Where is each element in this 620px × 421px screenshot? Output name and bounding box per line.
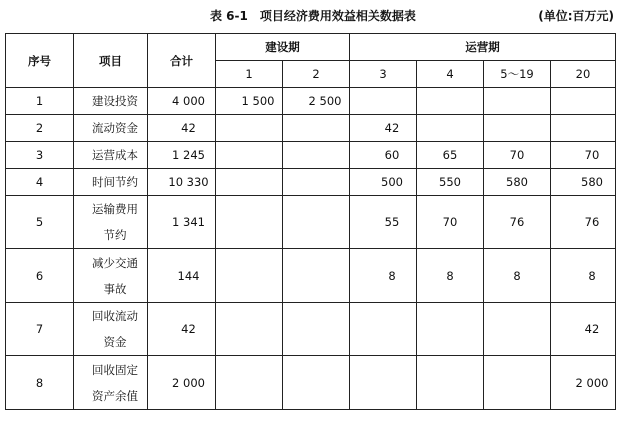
cell-y3: 55 xyxy=(350,196,417,249)
cell-item: 运营成本 xyxy=(74,142,148,169)
table-row xyxy=(6,115,616,142)
header-year: 2 xyxy=(283,61,350,88)
cell-y2 xyxy=(283,169,350,196)
cell-total: 42 xyxy=(148,303,216,356)
header-year: 4 xyxy=(417,61,484,88)
cell-y1 xyxy=(216,169,283,196)
cell-total: 144 xyxy=(148,249,216,303)
cell-y2 xyxy=(283,115,350,142)
cell-y3 xyxy=(350,356,417,410)
cell-seq: 1 xyxy=(6,88,74,115)
cell-item: 回收固定 资产余值 xyxy=(74,356,148,410)
cell-y20: 70 xyxy=(551,142,616,169)
cell-y20: 2 000 xyxy=(551,356,616,410)
header-year: 3 xyxy=(350,61,417,88)
cell-y1 xyxy=(216,303,283,356)
table-title: 表 6-1 项目经济费用效益相关数据表 xyxy=(210,9,416,23)
cell-seq: 7 xyxy=(6,303,74,356)
header-year: 20 xyxy=(551,61,616,88)
cell-y1 xyxy=(216,115,283,142)
cell-item: 运输费用 节约 xyxy=(74,196,148,249)
cell-seq: 6 xyxy=(6,249,74,303)
table-body xyxy=(6,88,616,410)
cell-y20: 8 xyxy=(551,249,616,303)
cell-seq: 5 xyxy=(6,196,74,249)
cell-y5-19 xyxy=(484,115,551,142)
table-row xyxy=(6,142,616,169)
cell-y4 xyxy=(417,356,484,410)
cell-y4 xyxy=(417,115,484,142)
table-caption xyxy=(0,6,620,24)
cell-y5-19 xyxy=(484,356,551,410)
cell-total: 1 245 xyxy=(148,142,216,169)
cell-seq: 2 xyxy=(6,115,74,142)
cell-item: 流动资金 xyxy=(74,115,148,142)
cell-item: 时间节约 xyxy=(74,169,148,196)
header-operation-period: 运营期 xyxy=(350,34,616,61)
cell-y20 xyxy=(551,88,616,115)
header-construction-period: 建设期 xyxy=(216,34,350,61)
cell-y2: 2 500 xyxy=(283,88,350,115)
cell-y5-19: 76 xyxy=(484,196,551,249)
cell-y2 xyxy=(283,249,350,303)
cell-y1 xyxy=(216,196,283,249)
cell-item: 回收流动 资金 xyxy=(74,303,148,356)
cell-total: 10 330 xyxy=(148,169,216,196)
cell-item: 减少交通 事故 xyxy=(74,249,148,303)
cell-y20: 76 xyxy=(551,196,616,249)
cell-y20 xyxy=(551,115,616,142)
cell-y2 xyxy=(283,142,350,169)
cell-y4 xyxy=(417,303,484,356)
header-seq: 序号 xyxy=(6,34,74,88)
header-year: 1 xyxy=(216,61,283,88)
cell-y5-19 xyxy=(484,88,551,115)
cell-y1 xyxy=(216,142,283,169)
cell-y5-19: 70 xyxy=(484,142,551,169)
header-item: 项目 xyxy=(74,34,148,88)
cell-y1: 1 500 xyxy=(216,88,283,115)
cell-y4: 8 xyxy=(417,249,484,303)
table-row xyxy=(6,249,616,303)
cell-y2 xyxy=(283,196,350,249)
table-row xyxy=(6,356,616,410)
cell-y1 xyxy=(216,356,283,410)
cell-seq: 4 xyxy=(6,169,74,196)
cell-y3: 8 xyxy=(350,249,417,303)
table-row xyxy=(6,303,616,356)
cell-y2 xyxy=(283,356,350,410)
cell-y20: 580 xyxy=(551,169,616,196)
cell-y3: 500 xyxy=(350,169,417,196)
cell-y3: 60 xyxy=(350,142,417,169)
table-row xyxy=(6,88,616,115)
cell-y4 xyxy=(417,88,484,115)
cell-y5-19: 8 xyxy=(484,249,551,303)
table-header xyxy=(6,34,616,88)
cell-total: 1 341 xyxy=(148,196,216,249)
cell-y3 xyxy=(350,88,417,115)
cell-y20: 42 xyxy=(551,303,616,356)
cell-y4: 65 xyxy=(417,142,484,169)
cell-y5-19: 580 xyxy=(484,169,551,196)
data-table xyxy=(5,33,616,410)
cell-total: 2 000 xyxy=(148,356,216,410)
cell-y4: 70 xyxy=(417,196,484,249)
table-row xyxy=(6,169,616,196)
cell-y2 xyxy=(283,303,350,356)
cell-total: 42 xyxy=(148,115,216,142)
cell-y5-19 xyxy=(484,303,551,356)
header-year: 5～19 xyxy=(484,61,551,88)
cell-total: 4 000 xyxy=(148,88,216,115)
table-row xyxy=(6,196,616,249)
cell-seq: 8 xyxy=(6,356,74,410)
cell-item: 建设投资 xyxy=(74,88,148,115)
header-total: 合计 xyxy=(148,34,216,88)
cell-seq: 3 xyxy=(6,142,74,169)
cell-y4: 550 xyxy=(417,169,484,196)
table-unit: (单位:百万元) xyxy=(538,9,614,23)
cell-y3 xyxy=(350,303,417,356)
cell-y3: 42 xyxy=(350,115,417,142)
cell-y1 xyxy=(216,249,283,303)
